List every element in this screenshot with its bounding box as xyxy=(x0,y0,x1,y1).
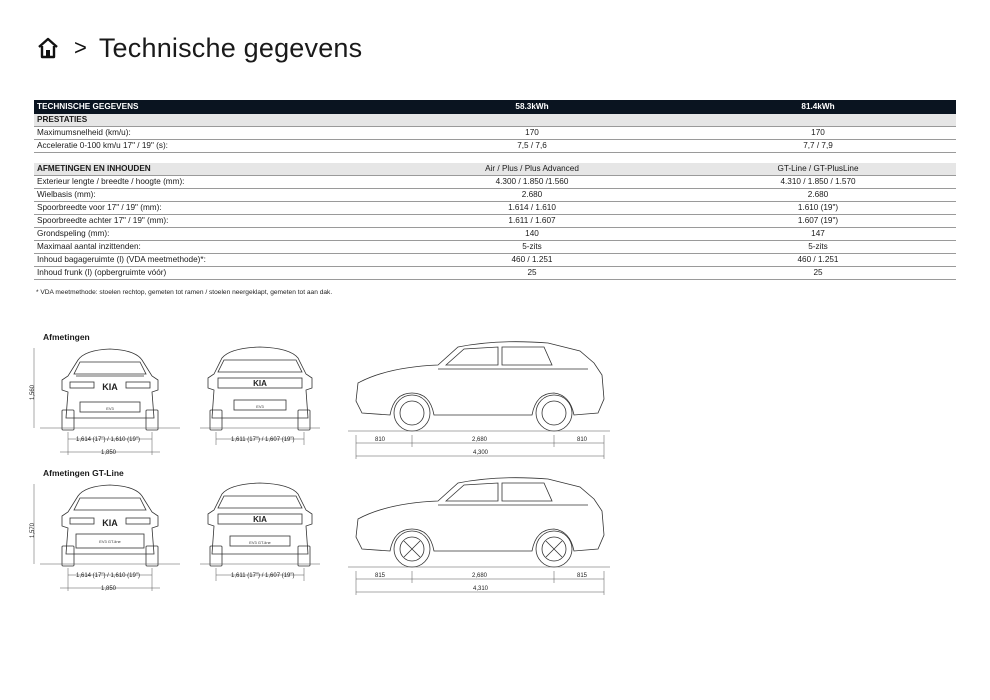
home-icon[interactable] xyxy=(36,36,60,60)
row-value-2: 147 xyxy=(680,228,956,241)
svg-text:KIA: KIA xyxy=(253,515,267,524)
table-row xyxy=(34,254,956,267)
section-header-prestaties xyxy=(34,114,956,127)
wheelbase-label: 2,680 xyxy=(472,437,488,443)
table-spacer xyxy=(34,153,956,164)
table-row xyxy=(34,202,956,215)
figure-title: Afmetingen xyxy=(43,332,90,342)
row-label: Inhoud bagageruimte (l) (VDA meetmethode)*: xyxy=(34,254,384,267)
length-label: 4,310 xyxy=(473,586,489,592)
car-front-view xyxy=(40,476,180,601)
section-col2: GT-Line / GT-PlusLine xyxy=(680,163,956,176)
row-label: Wielbasis (mm): xyxy=(34,189,384,202)
row-value-1: 170 xyxy=(384,127,680,140)
row-value-2: 7,7 / 7,9 xyxy=(680,140,956,153)
row-label: Maximumsnelheid (km/u): xyxy=(34,127,384,140)
row-value-1: 140 xyxy=(384,228,680,241)
overhang-front-label: 810 xyxy=(375,437,386,443)
row-value-1: 1.614 / 1.610 xyxy=(384,202,680,215)
table-header-col1: 58.3kWh xyxy=(384,100,680,114)
badge-front: EV3 GT-line xyxy=(99,539,121,544)
section-col2 xyxy=(680,114,956,127)
row-value-2: 460 / 1.251 xyxy=(680,254,956,267)
rear-track-label: 1,611 (17") / 1,607 (19") xyxy=(231,573,295,579)
table-row xyxy=(34,241,956,254)
row-label: Grondspeling (mm): xyxy=(34,228,384,241)
table-row xyxy=(34,127,956,140)
row-value-2: 4.310 / 1.850 / 1.570 xyxy=(680,176,956,189)
breadcrumb-separator: > xyxy=(74,35,87,60)
car-rear-view xyxy=(200,476,320,601)
overhang-rear-label: 810 xyxy=(577,437,588,443)
width-label: 1,850 xyxy=(101,586,117,592)
section-col1: Air / Plus / Plus Advanced xyxy=(384,163,680,176)
row-value-2: 2.680 xyxy=(680,189,956,202)
car-rear-view xyxy=(200,340,320,465)
row-label: Spoorbreedte voor 17" / 19" (mm): xyxy=(34,202,384,215)
overhang-front-label: 815 xyxy=(375,573,386,579)
row-label: Maximaal aantal inzittenden: xyxy=(34,241,384,254)
table-header-col2: 81.4kWh xyxy=(680,100,956,114)
length-label: 4,300 xyxy=(473,450,489,456)
row-label: Acceleratie 0-100 km/u 17" / 19" (s): xyxy=(34,140,384,153)
car-front-view xyxy=(40,340,180,465)
page-title: Technische gegevens xyxy=(98,32,363,63)
badge-front: EV3 xyxy=(106,406,114,411)
table-row xyxy=(34,140,956,153)
table-header-label: TECHNISCHE GEGEVENS xyxy=(34,100,384,114)
badge-rear: EV3 GT-line xyxy=(249,540,271,545)
row-value-2: 170 xyxy=(680,127,956,140)
front-track-label: 1,614 (17") / 1,610 (19") xyxy=(76,573,140,579)
row-label: Inhoud frunk (l) (opbergruimte vóór) xyxy=(34,267,384,280)
row-value-2: 5-zits xyxy=(680,241,956,254)
car-side-view xyxy=(348,335,618,465)
svg-text:KIA: KIA xyxy=(102,518,118,528)
row-value-1: 4.300 / 1.850 /1.560 xyxy=(384,176,680,189)
wheelbase-label: 2,680 xyxy=(472,573,488,579)
front-track-label: 1,614 (17") / 1,610 (19") xyxy=(76,437,140,443)
height-label: 1,560 xyxy=(30,384,36,400)
table-row xyxy=(34,189,956,202)
row-value-1: 460 / 1.251 xyxy=(384,254,680,267)
svg-text:KIA: KIA xyxy=(102,382,118,392)
row-value-1: 25 xyxy=(384,267,680,280)
breadcrumb xyxy=(36,30,362,66)
table-row xyxy=(34,228,956,241)
row-value-2: 25 xyxy=(680,267,956,280)
table-row xyxy=(34,176,956,189)
row-value-1: 5-zits xyxy=(384,241,680,254)
section-title: PRESTATIES xyxy=(34,114,384,127)
figure-title: Afmetingen GT-Line xyxy=(43,468,124,478)
footnote: * VDA meetmethode: stoelen rechtop, gemeten tot ramen / stoelen neergeklapt, gemeten tot aan dak. xyxy=(36,289,333,296)
svg-text:KIA: KIA xyxy=(253,379,267,388)
car-side-view xyxy=(348,471,618,601)
row-value-1: 1.611 / 1.607 xyxy=(384,215,680,228)
table-row xyxy=(34,215,956,228)
width-label: 1,850 xyxy=(101,450,117,456)
section-header-afmetingen xyxy=(34,163,956,176)
rear-track-label: 1,611 (17") / 1,607 (19") xyxy=(231,437,295,443)
table-row xyxy=(34,267,956,280)
row-value-2: 1.607 (19") xyxy=(680,215,956,228)
row-value-1: 7,5 / 7,6 xyxy=(384,140,680,153)
row-label: Spoorbreedte achter 17" / 19" (mm): xyxy=(34,215,384,228)
table-header-row xyxy=(34,100,956,114)
overhang-rear-label: 815 xyxy=(577,573,588,579)
row-label: Exterieur lengte / breedte / hoogte (mm): xyxy=(34,176,384,189)
section-col1 xyxy=(384,114,680,127)
spec-table xyxy=(34,100,956,280)
row-value-2: 1.610 (19") xyxy=(680,202,956,215)
height-label: 1,570 xyxy=(30,522,36,538)
section-title: AFMETINGEN EN INHOUDEN xyxy=(34,163,384,176)
badge-rear: EV3 xyxy=(256,404,264,409)
row-value-1: 2.680 xyxy=(384,189,680,202)
